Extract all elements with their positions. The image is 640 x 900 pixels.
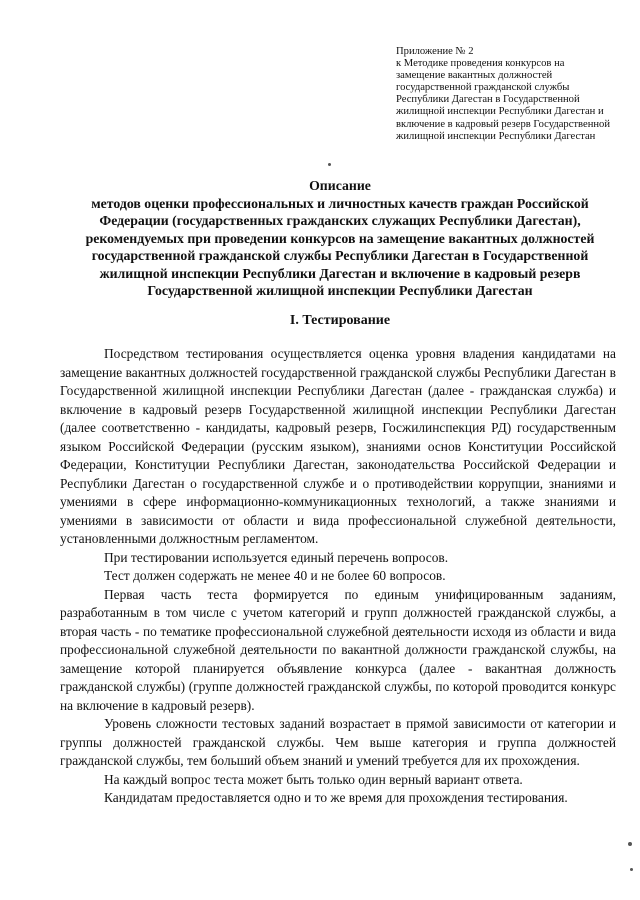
title-line: жилищной инспекции Республики Дагестан и включение в кадровый резерв xyxy=(99,265,581,281)
title-line: Описание xyxy=(309,178,371,193)
scan-speck xyxy=(328,163,331,166)
title-line: Федерации (государственных гражданских служащих Республики Дагестан), xyxy=(99,213,581,228)
annex-line: Приложение № 2 xyxy=(396,46,474,57)
annex-line: жилищной инспекции Республики Дагестан xyxy=(396,130,596,142)
annex-line: жилищной инспекции Республики Дагестан и xyxy=(396,106,604,118)
annex-line: к Методике проведения конкурсов на xyxy=(396,58,565,70)
annex-line: замещение вакантных должностей xyxy=(396,70,553,82)
annex-line: Республики Дагестан в Государственной xyxy=(396,94,580,106)
paragraph: На каждый вопрос теста может быть только один верный вариант ответа. xyxy=(104,771,523,787)
paragraph: Кандидатам предоставляется одно и то же время для прохождения тестирования. xyxy=(104,790,568,805)
title-line: рекомендуемых при проведении конкурсов на замещение вакантных должностей xyxy=(85,230,595,246)
paragraph: Посредством тестирования осуществляется оценка уровня владения кандидатами на замещение вакантных должностей государственной гражданской службы Республики Дагестан в Государственной жилищной инспекции Республики Дагестан (далее - гражданская служба) и включение в кадровый резерв Государственной жилищной инспекции Республики Дагестан (далее соответственно - кандидаты, кадровый резерв, Госжилинспекция РД) государственным языком Российской Федерации (русским языком), знаниями основ Конституции Российской Федерации, Конституции Республики Дагестан, законодательства Российской Федерации и Республики Дагестан о государственной службе и о противодействии коррупции, знаниями и умениями в сфере информационно-коммуникационных технологий, а также знаниями и умениями в зависимости от области и вида профессиональной служебной деятельности, установленными должностным регламентом. xyxy=(60,346,616,546)
paragraph: Уровень сложности тестовых заданий возрастает в прямой зависимости от категории и группы должностей гражданской службы. Чем выше категория и группа должностей гражданской службы, тем больший объем знаний и умений требуется для их прохождения. xyxy=(60,716,616,768)
scan-speck xyxy=(628,842,632,846)
section-heading: I. Тестирование xyxy=(289,313,391,328)
annex-line: включение в кадровый резерв Государственной xyxy=(396,118,610,130)
paragraph: Тест должен содержать не менее 40 и не более 60 вопросов. xyxy=(104,568,446,583)
scan-speck xyxy=(630,868,633,871)
title-line: Государственной жилищной инспекции Республики Дагестан xyxy=(147,283,533,298)
document-title xyxy=(50,177,630,300)
title-line: государственной гражданской службы Республики Дагестан в Государственной xyxy=(91,248,589,263)
annex-line: государственной гражданской службы xyxy=(396,82,570,94)
paragraph: При тестировании используется единый перечень вопросов. xyxy=(104,549,449,565)
title-line: методов оценки профессиональных и личностных качеств граждан Российской xyxy=(91,195,589,211)
paragraph: Первая часть теста формируется по единым унифицированным заданиям, разработанным в том числе с учетом категорий и групп должностей гражданской службы, а вторая часть - по тематике профессиональной служебной деятельности исходя из области и вида профессиональной служебной деятельности по вакантной должности гражданской службы, на замещение которой планируется объявление конкурса (далее - вакантная должность гражданской службы) (группе должностей гражданской службы, по которой проводится конкурс на включение в кадровый резерв). xyxy=(60,586,616,713)
document-body xyxy=(60,345,616,808)
annex-note xyxy=(396,46,628,143)
